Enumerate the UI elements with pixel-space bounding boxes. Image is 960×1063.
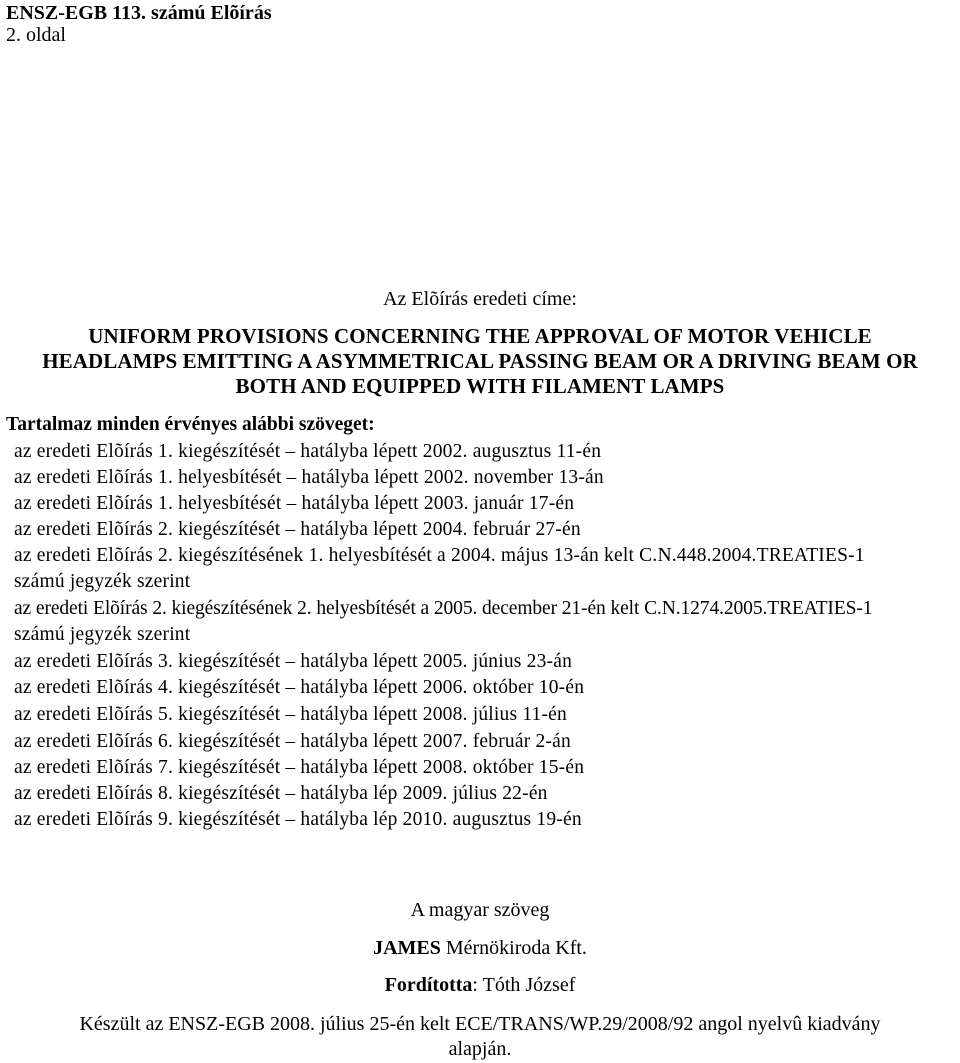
prepared-line-1: Készült az ENSZ-EGB 2008. július 25-én kelt ECE/TRANS/WP.29/2008/92 angol nyelvû kiadvány (79, 1013, 881, 1035)
company-name-rest: Mérnökiroda Kft. (440, 937, 587, 959)
list-item: az eredeti Elõírás 2. kiegészítésének 2. helyesbítését a 2005. december 21-én kelt C.N.1274.2005.TREATIES-1 (14, 598, 873, 619)
list-item: az eredeti Elõírás 1. kiegészítését – hatályba lépett 2002. augusztus 11-én (14, 441, 602, 462)
list-item-continuation: számú jegyzék szerint (14, 571, 191, 592)
original-title-line-1: UNIFORM PROVISIONS CONCERNING THE APPROVAL OF MOTOR VEHICLE (88, 324, 872, 348)
translated-label: Fordította (384, 974, 473, 996)
list-item: az eredeti Elõírás 3. kiegészítését – hatályba lépett 2005. június 23-án (14, 651, 573, 672)
list-item: az eredeti Elõírás 1. helyesbítését – hatályba lépett 2003. január 17-én (14, 493, 575, 514)
original-title-label: Az Elõírás eredeti címe: (383, 288, 577, 310)
list-item: az eredeti Elõírás 6. kiegészítését – hatályba lépett 2007. február 2-án (14, 731, 571, 752)
company-line (0, 937, 960, 960)
original-title-line-2: HEADLAMPS EMITTING A ASYMMETRICAL PASSING BEAM OR A DRIVING BEAM OR (42, 349, 918, 373)
hungarian-text-label: A magyar szöveg (410, 899, 550, 921)
translator-name: : Tóth József (472, 974, 576, 996)
list-item: az eredeti Elõírás 1. helyesbítését – hatályba lépett 2002. november 13-án (14, 467, 604, 488)
page-number: 2. oldal (6, 24, 66, 46)
list-item: az eredeti Elõírás 2. kiegészítését – hatályba lépett 2004. február 27-én (14, 519, 581, 540)
list-item: az eredeti Elõírás 7. kiegészítését – hatályba lépett 2008. október 15-én (14, 757, 585, 778)
company-name-bold: JAMES (373, 937, 441, 959)
prepared-line-2: alapján. (448, 1038, 512, 1060)
original-title-line-3: BOTH AND EQUIPPED WITH FILAMENT LAMPS (235, 374, 725, 398)
list-item-continuation: számú jegyzék szerint (14, 624, 191, 645)
list-item: az eredeti Elõírás 5. kiegészítését – hatályba lépett 2008. július 11-én (14, 704, 567, 725)
list-item: az eredeti Elõírás 4. kiegészítését – hatályba lépett 2006. október 10-én (14, 677, 585, 698)
list-item: az eredeti Elõírás 2. kiegészítésének 1. helyesbítését a 2004. május 13-án kelt C.N.448.2004.TREATIES-1 (14, 545, 865, 566)
list-item: az eredeti Elõírás 9. kiegészítését – hatályba lép 2010. augusztus 19-én (14, 809, 582, 830)
translator-line (0, 974, 960, 997)
contains-heading: Tartalmaz minden érvényes alábbi szöveget: (6, 414, 375, 435)
list-item: az eredeti Elõírás 8. kiegészítését – hatályba lép 2009. július 22-én (14, 783, 548, 804)
document-id: ENSZ-EGB 113. számú Elõírás (6, 2, 272, 24)
